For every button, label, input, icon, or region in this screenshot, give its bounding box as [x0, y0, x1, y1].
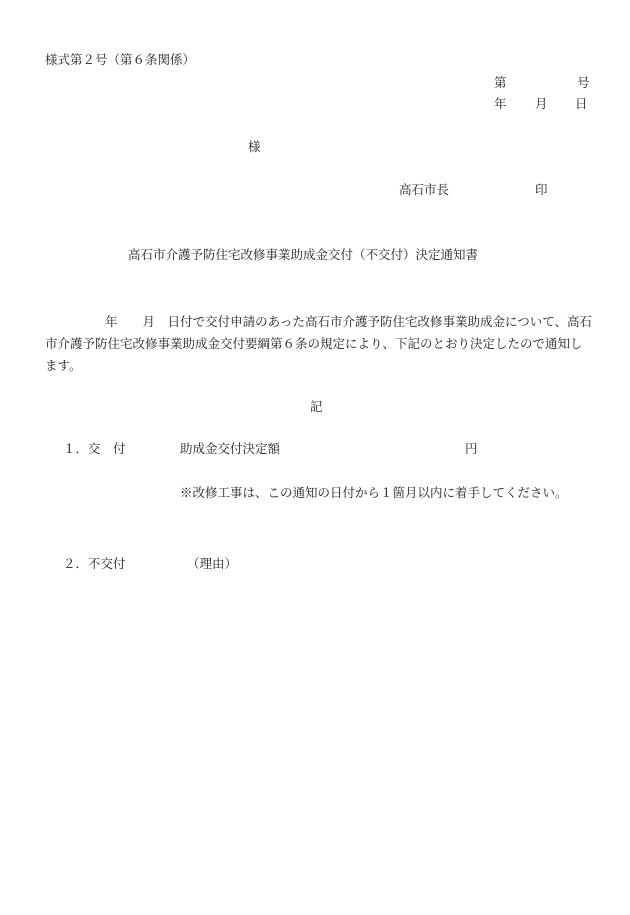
seal-mark: 印	[535, 182, 548, 197]
body-text: 日付で交付申請のあった高石市介護予防住宅改修事業助成金について、高石市介護予防住宅改修事業助成金交付要綱第６条の規定により、下記のとおり決定したので通知します。	[45, 314, 592, 373]
grant-amount-unit: 円	[465, 441, 478, 456]
grant-note: ※改修工事は、この通知の日付から１箇月以内に着手してください。	[180, 485, 568, 500]
body-date-month: 月	[142, 314, 156, 329]
item-non-grant-label: ２．不交付	[63, 556, 126, 571]
grant-amount-label: 助成金交付決定額	[180, 441, 281, 456]
recipient-suffix: 様	[248, 139, 261, 154]
date-day: 日	[575, 96, 588, 111]
doc-number-suffix: 号	[577, 75, 590, 90]
document-title: 高石市介護予防住宅改修事業助成金交付（不交付）決定通知書	[128, 247, 479, 262]
non-grant-reason: （理由）	[187, 556, 238, 571]
form-number: 様式第２号（第６条関係）	[45, 52, 196, 67]
body-date-year: 年	[105, 314, 118, 329]
body-paragraph	[45, 311, 593, 377]
item-grant-label: １．交 付	[63, 441, 126, 456]
sender-title: 高石市長	[399, 182, 450, 197]
doc-number-prefix: 第	[494, 75, 507, 90]
date-month: 月	[535, 96, 548, 111]
date-year: 年	[494, 96, 507, 111]
ki-heading: 記	[310, 399, 323, 414]
